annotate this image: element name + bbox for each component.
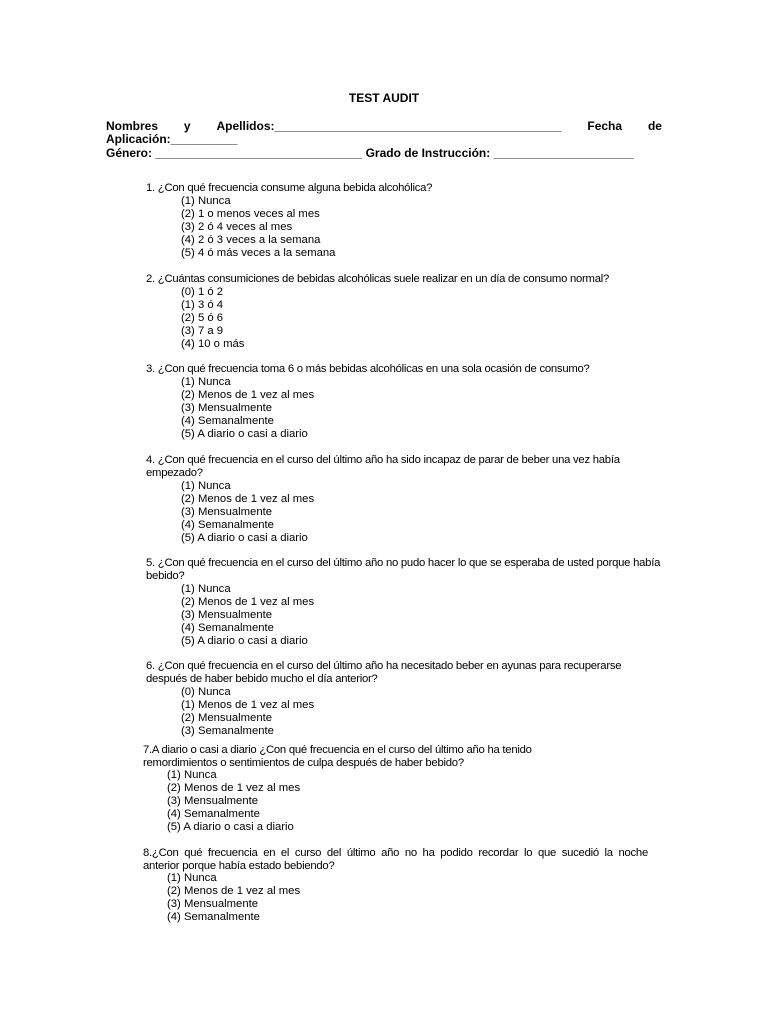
question-text-cont: empezado?	[146, 467, 203, 479]
question-8-options	[167, 872, 300, 924]
option: (3) 7 a 9	[181, 325, 224, 337]
option: (3) Mensualmente	[181, 609, 273, 621]
question-text-cont: remordimientos o sentimientos de culpa después de haber bebido?	[143, 757, 464, 769]
option: (1) Nunca	[181, 583, 231, 595]
question-text: 5. ¿Con qué frecuencia en el curso del último año no pudo hacer lo que se esperaba de usted porque había	[146, 557, 661, 569]
question-2	[146, 273, 609, 286]
option: (3) Mensualmente	[167, 795, 259, 807]
option: (1) 3 ó 4	[181, 299, 224, 311]
question-text: 7.A diario o casi a diario ¿Con qué frecuencia en el curso del último año ha tenido	[143, 744, 532, 756]
option: (3) Mensualmente	[167, 898, 259, 910]
option: (2) Menos de 1 vez al mes	[181, 493, 315, 505]
option: (4) Semanalmente	[181, 622, 274, 634]
option: (2) Menos de 1 vez al mes	[167, 782, 301, 794]
question-text-cont: bebido?	[146, 570, 185, 582]
option: (4) 2 ó 3 veces a la semana	[181, 234, 321, 246]
option: (5) A diario o casi a diario	[181, 635, 308, 647]
option: (2) 5 ó 6	[181, 312, 224, 324]
option: (1) Nunca	[167, 769, 217, 781]
option: (1) Menos de 1 vez al mes	[181, 699, 315, 711]
question-7	[143, 744, 532, 770]
question-text-cont: anterior porque había estado bebiendo?	[143, 860, 335, 872]
option: (5) A diario o casi a diario	[167, 821, 294, 833]
option: (4) Semanalmente	[181, 415, 274, 427]
question-text: 6. ¿Con qué frecuencia en el curso del último año ha necesitado beber en ayunas para recuperarse	[146, 660, 622, 672]
option: (3) Mensualmente	[181, 506, 273, 518]
question-1-options	[181, 195, 335, 260]
option: (3) 2 ó 4 veces al mes	[181, 221, 293, 233]
question-3-options	[181, 376, 314, 441]
option: (5) A diario o casi a diario	[181, 532, 308, 544]
question-6-options	[181, 686, 314, 738]
question-text: 8.¿Con qué frecuencia en el curso del último año no ha podido recordar lo que sucedió la noche	[143, 847, 648, 859]
option: (3) Mensualmente	[181, 402, 273, 414]
question-4	[146, 454, 620, 480]
option: (5) A diario o casi a diario	[181, 428, 308, 440]
option: (1) Nunca	[167, 872, 217, 884]
question-text: 1. ¿Con qué frecuencia consume alguna bebida alcohólica?	[146, 182, 433, 194]
option: (1) Nunca	[181, 376, 231, 388]
question-3	[146, 363, 590, 376]
question-text: 2. ¿Cuántas consumiciones de bebidas alcohólicas suele realizar en un día de consumo normal?	[146, 273, 610, 285]
option: (0) Nunca	[181, 686, 231, 698]
option: (3) Semanalmente	[181, 725, 274, 737]
option: (1) Nunca	[181, 195, 231, 207]
label-nombres: Nombres	[106, 119, 159, 133]
option: (2) Menos de 1 vez al mes	[167, 885, 301, 897]
document-title: TEST AUDIT	[348, 91, 420, 105]
option: (4) Semanalmente	[167, 808, 260, 820]
apellidos-field: Apellidos:___________________________________________	[216, 119, 562, 133]
option: (5) 4 ó más veces a la semana	[181, 247, 336, 259]
genero-grado-line: Género: _______________________________ Grado de Instrucción: _____________________	[106, 146, 634, 160]
option: (4) Semanalmente	[167, 911, 260, 923]
question-5	[146, 557, 660, 583]
label-de: de	[647, 119, 662, 133]
names-line	[106, 119, 662, 133]
question-text: 4. ¿Con qué frecuencia en el curso del último año ha sido incapaz de parar de beber una vez había	[146, 454, 620, 466]
option: (2) 1 o menos veces al mes	[181, 208, 320, 220]
question-6	[146, 660, 621, 686]
label-fecha: Fecha	[587, 119, 623, 133]
question-8	[143, 847, 648, 873]
aplicacion-field: Aplicación:__________	[106, 132, 238, 146]
option: (0) 1 ó 2	[181, 286, 224, 298]
question-text: 3. ¿Con qué frecuencia toma 6 o más bebidas alcohólicas en una sola ocasión de consumo?	[146, 363, 590, 375]
option: (1) Nunca	[181, 480, 231, 492]
label-y: y	[183, 119, 191, 133]
question-text-cont: después de haber bebido mucho el día anterior?	[146, 673, 378, 685]
option: (2) Menos de 1 vez al mes	[181, 389, 315, 401]
question-5-options	[181, 583, 314, 648]
option: (4) Semanalmente	[181, 519, 274, 531]
question-2-options	[181, 286, 244, 351]
question-4-options	[181, 480, 314, 545]
question-7-options	[167, 769, 300, 834]
option: (2) Mensualmente	[181, 712, 273, 724]
option: (2) Menos de 1 vez al mes	[181, 596, 315, 608]
question-1	[146, 182, 432, 195]
option: (4) 10 o más	[181, 338, 245, 350]
